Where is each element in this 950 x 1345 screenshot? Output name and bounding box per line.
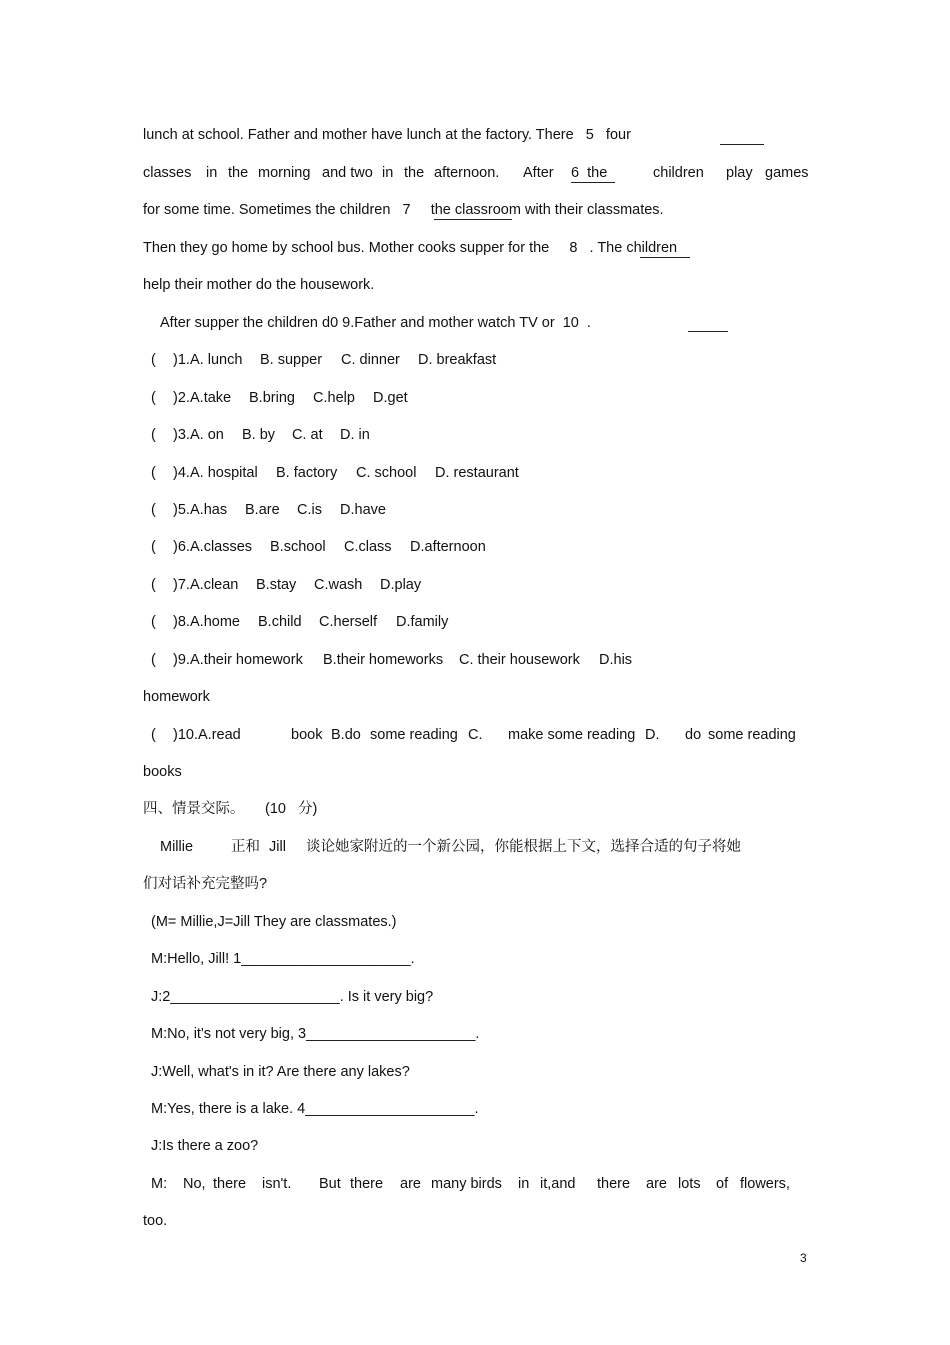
dialogue-line-6: J:Is there a zoo? — [151, 1138, 259, 1154]
blank-underline — [571, 182, 615, 183]
blank-underline — [688, 331, 728, 332]
dialogue-line-2: J:2_____________________. Is it very big? — [151, 989, 434, 1005]
blank-underline — [640, 257, 690, 258]
dialogue-line-5: M:Yes, there is a lake. 4_____________________. — [151, 1101, 479, 1117]
passage-line-6: After supper the children d0 9.Father and mother watch TV or 10 . — [160, 315, 591, 331]
dialogue-line-1: M:Hello, Jill! 1_____________________. — [151, 951, 415, 967]
question-10-wrap: books — [143, 764, 182, 780]
dialogue-note: (M= Millie,J=Jill They are classmates.) — [151, 914, 397, 930]
dialogue-line-7-wrap: too. — [143, 1213, 168, 1229]
blank-underline — [720, 144, 764, 145]
page-number: 3 — [800, 1251, 807, 1265]
dialogue-line-4: J:Well, what's in it? Are there any lakes? — [151, 1064, 410, 1080]
passage-line-4: Then they go home by school bus. Mother cooks supper for the 8 . The children — [143, 240, 678, 256]
dialogue-line-3: M:No, it's not very big, 3_____________________. — [151, 1026, 480, 1042]
section-4-intro-line-2: 们对话补充完整吗? — [143, 876, 268, 892]
question-9-wrap: homework — [143, 689, 210, 705]
passage-line-1: lunch at school. Father and mother have lunch at the factory. There 5 four — [143, 127, 631, 143]
passage-line-3: for some time. Sometimes the children 7 the classroom with their classmates. — [143, 202, 664, 218]
blank-underline — [434, 219, 512, 220]
passage-line-5: help their mother do the housework. — [143, 277, 375, 293]
